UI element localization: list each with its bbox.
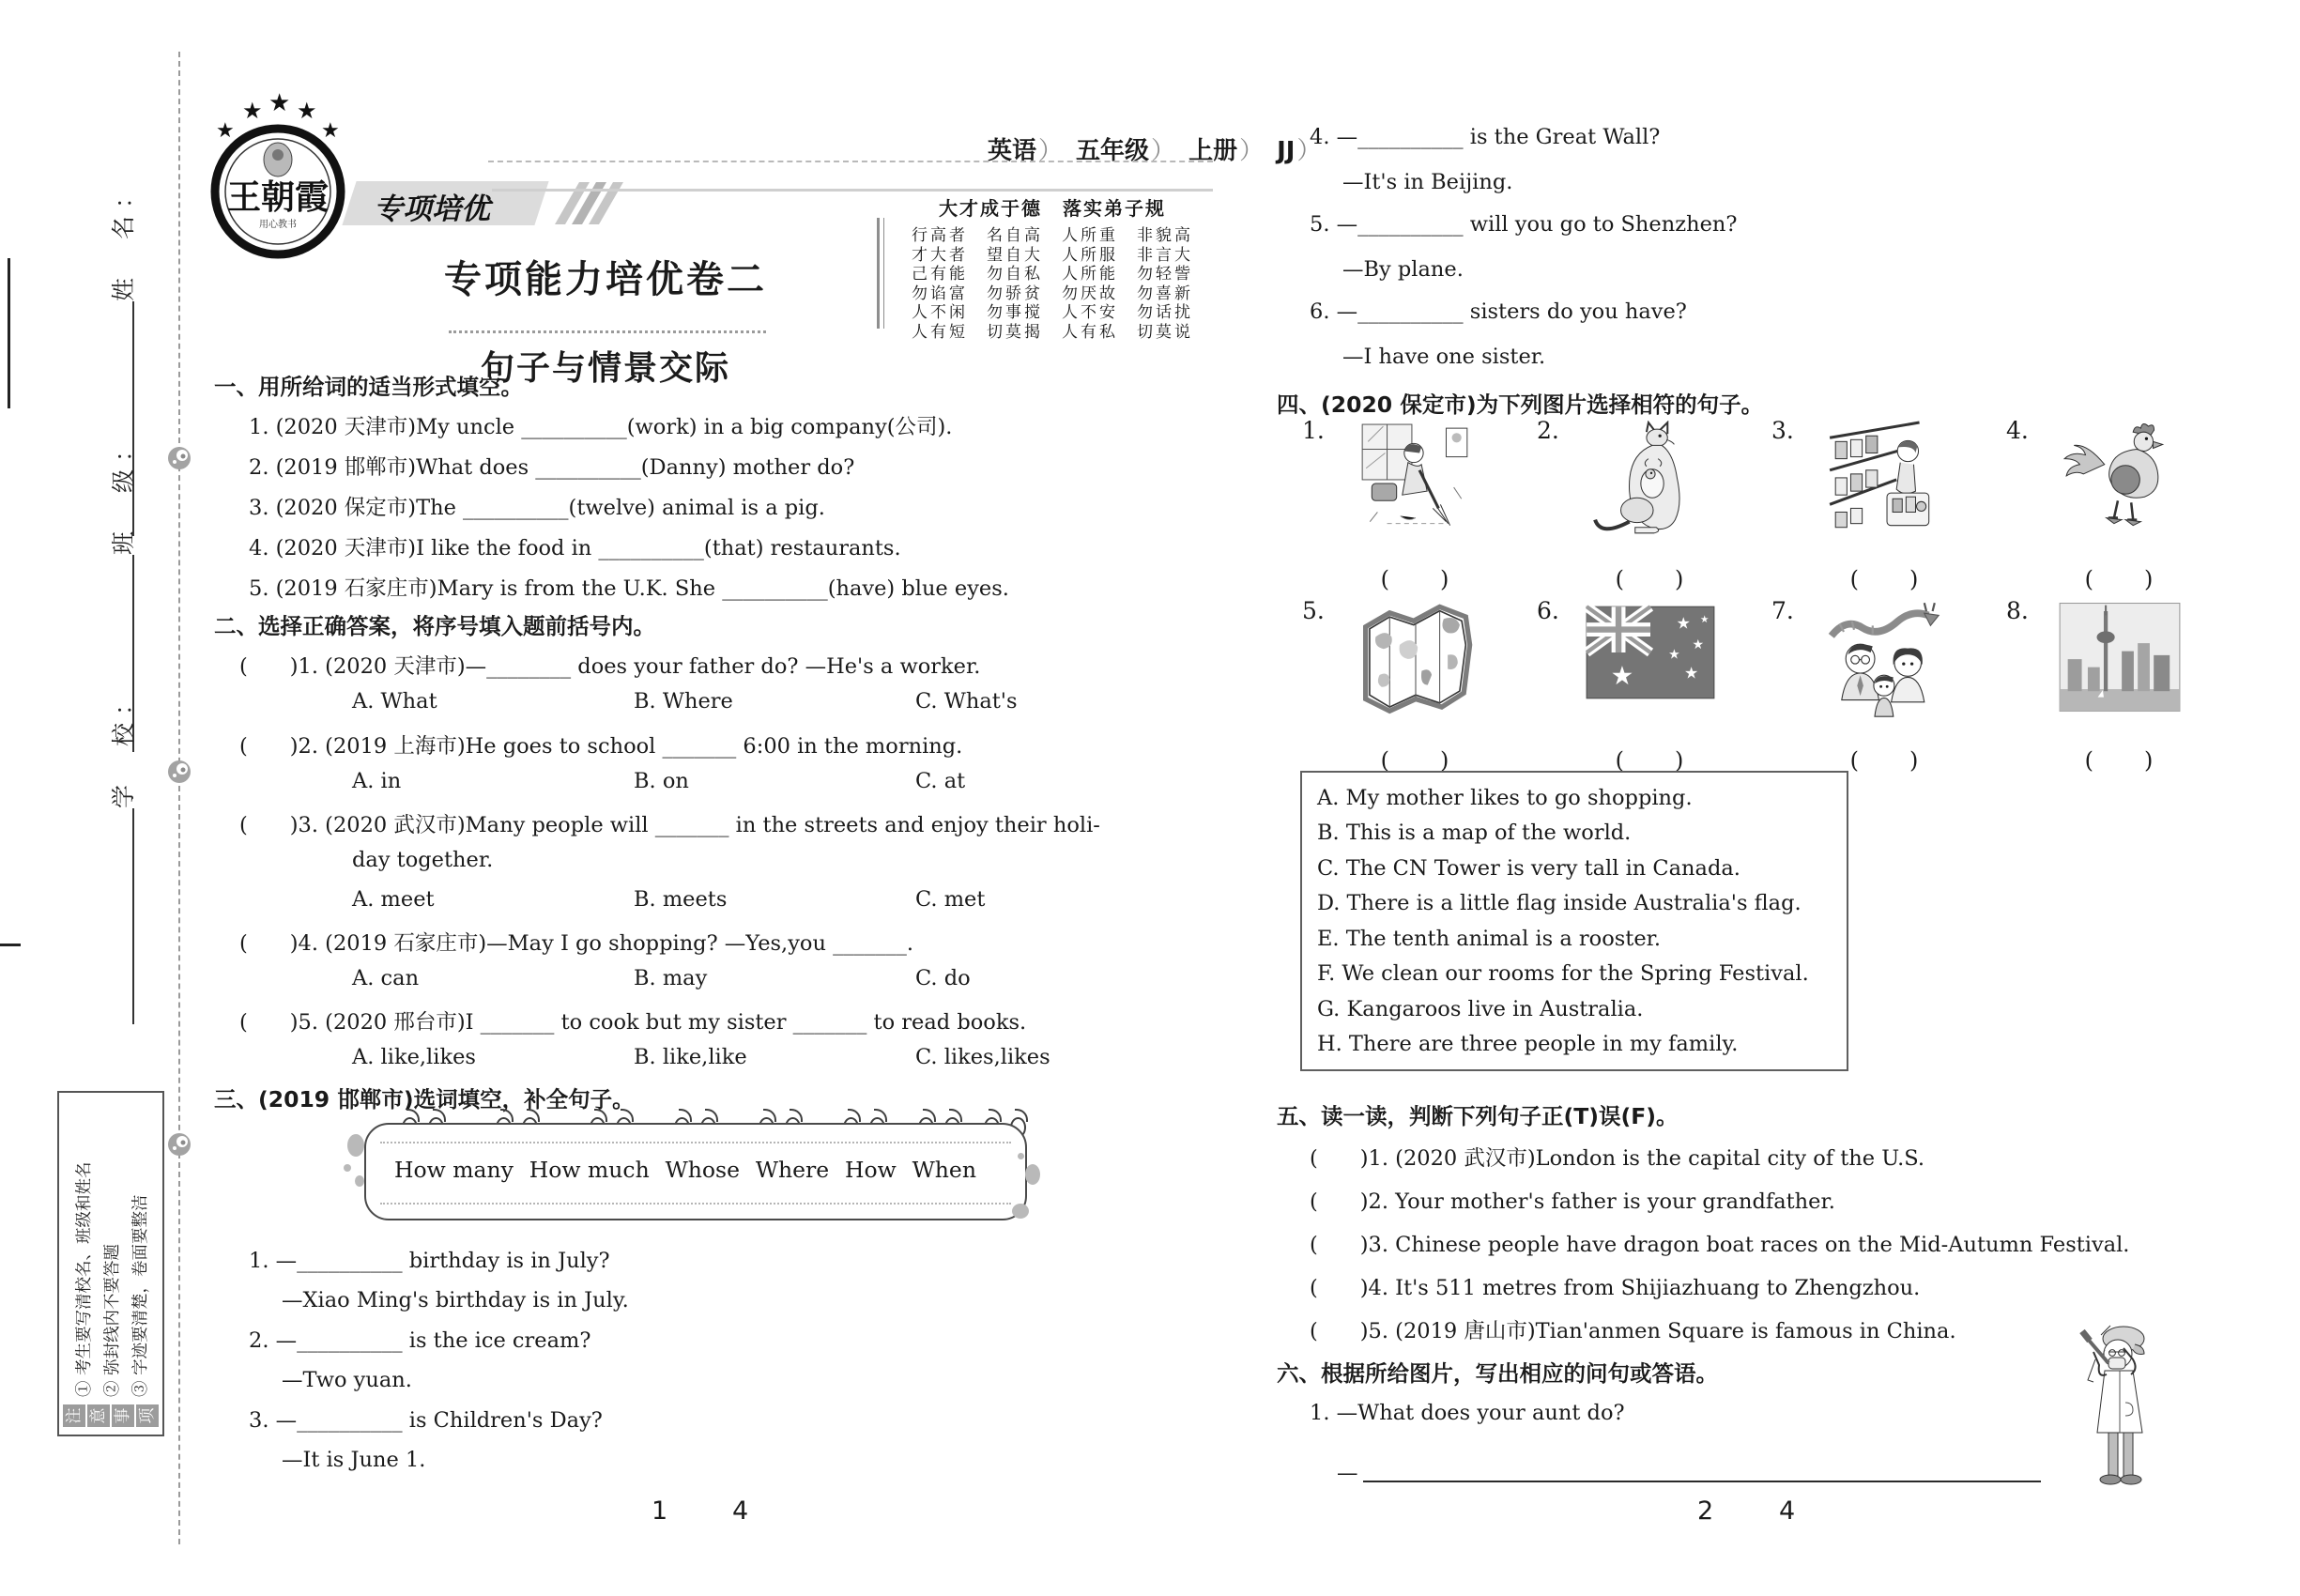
option-c: C. met bbox=[915, 887, 986, 912]
picture-kangaroo-with-joey bbox=[1590, 421, 1710, 545]
header-gray-rule bbox=[492, 189, 1213, 192]
motto-border bbox=[877, 218, 880, 329]
answer-paren-row-1 bbox=[1298, 560, 2237, 593]
picture-number: 3. bbox=[1771, 417, 1794, 444]
s5-item: ( )1. (2020 武汉市)London is the capital city of the U.S. bbox=[1310, 1146, 1925, 1171]
picture-world-map bbox=[1356, 601, 1476, 721]
motto-row: 行高者 名自高 人所重 非貌高 bbox=[912, 226, 1193, 245]
motto-row: 才大者 望自大 人所服 非言大 bbox=[912, 245, 1193, 265]
chip-paren: ） bbox=[1239, 137, 1265, 165]
title-dotted-rule bbox=[449, 330, 766, 333]
option-b: B. on bbox=[634, 769, 689, 793]
s3-answer: —By plane. bbox=[1342, 257, 1464, 282]
paw-decoration bbox=[347, 1134, 364, 1157]
star-icon: ★ bbox=[242, 100, 263, 124]
section3-heading: 三、(2019 邯郸市)选词填空，补全句子。 bbox=[214, 1086, 635, 1113]
notice-item-2: ② 弥封线内不要答题 bbox=[102, 1243, 122, 1397]
s1-item: 1. (2020 天津市)My uncle __________(work) in a big company(公司). bbox=[249, 415, 953, 439]
picture-family-of-three-with-dragon bbox=[1823, 601, 1947, 725]
sentence-options-box bbox=[1300, 771, 1848, 1071]
chip-volume: 上册） bbox=[1188, 137, 1265, 165]
sentence-option: B. This is a map of the world. bbox=[1317, 821, 1632, 846]
sentence-option: E. The tenth animal is a rooster. bbox=[1317, 926, 1662, 951]
chip-edition: JJ） bbox=[1277, 137, 1322, 165]
s6-answer-dash: — bbox=[1337, 1461, 1358, 1485]
answer-paren: ( ) bbox=[1849, 566, 1921, 592]
s3-answer: —Xiao Ming's birthday is in July. bbox=[282, 1288, 629, 1312]
chip-subject: 英语） bbox=[988, 137, 1064, 165]
s6-question: 1. —What does your aunt do? bbox=[1310, 1401, 1625, 1425]
option-c: C. at bbox=[915, 769, 966, 793]
star-icon: ★ bbox=[1700, 615, 1710, 626]
s2-options bbox=[352, 1045, 1206, 1069]
s5-item: ( )4. It's 511 metres from Shijiazhuang to Zhengzhou. bbox=[1310, 1276, 1921, 1300]
option-c: C. likes,likes bbox=[915, 1045, 1050, 1069]
s2-options bbox=[352, 966, 1206, 990]
paper-title: 专项能力培优卷二 bbox=[444, 258, 767, 301]
s3-question: 6. —__________ sisters do you have? bbox=[1310, 299, 1687, 324]
s3-answer: —Two yuan. bbox=[282, 1368, 412, 1392]
sentence-option: C. The CN Tower is very tall in Canada. bbox=[1317, 855, 1740, 881]
motto-box bbox=[890, 193, 1215, 342]
section4-heading: 四、(2020 保定市)为下列图片选择相符的句子。 bbox=[1277, 391, 1764, 418]
answer-paren: ( ) bbox=[2084, 566, 2155, 592]
ribbon-label: 专项培优 bbox=[374, 192, 490, 226]
s2-options bbox=[352, 769, 1206, 793]
motto-row: 己有能 勿自私 人所能 勿轻訾 bbox=[912, 265, 1193, 284]
chip-paren: ） bbox=[1296, 137, 1322, 165]
picture-row-1 bbox=[1298, 417, 2237, 545]
answer-paren: ( ) bbox=[1615, 747, 1686, 774]
page-number-right: 2 bbox=[1697, 1496, 1714, 1526]
s5-item: ( )3. Chinese people have dragon boat races on the Mid-Autumn Festival. bbox=[1310, 1233, 2130, 1257]
option-c: C. do bbox=[915, 966, 971, 990]
bank-guide-line bbox=[380, 1203, 1011, 1205]
notice-item-1: ① 考生要写清校名、班级和姓名 bbox=[74, 1161, 94, 1397]
flower-emblem-icon bbox=[166, 759, 192, 785]
page-number-left: 1 bbox=[652, 1496, 668, 1526]
star-icon: ★ bbox=[1692, 637, 1704, 652]
star-icon: ★ bbox=[1668, 647, 1680, 662]
paper-subtitle: 句子与情景交际 bbox=[480, 349, 730, 388]
bank-word: Whose bbox=[665, 1157, 740, 1183]
section1-heading: 一、用所给词的适当形式填空。 bbox=[214, 374, 523, 400]
picture-woman-cleaning-room bbox=[1356, 421, 1476, 545]
star-icon: ★ bbox=[268, 92, 291, 116]
s2-question: ( )3. (2020 武汉市)Many people will _______ in the streets and enjoy their holi- bbox=[239, 813, 1100, 837]
s2-options bbox=[352, 689, 1206, 714]
name-label: 姓 名： bbox=[110, 176, 137, 301]
bank-word: How much bbox=[529, 1157, 650, 1183]
flower-emblem-icon bbox=[166, 1131, 192, 1158]
picture-cell bbox=[1298, 597, 1533, 725]
bank-guide-line bbox=[380, 1142, 1011, 1143]
picture-row-2 bbox=[1298, 597, 2237, 725]
option-c: C. What's bbox=[915, 689, 1018, 714]
paw-decoration bbox=[344, 1164, 351, 1172]
picture-australia-flag bbox=[1585, 601, 1716, 704]
notice-title-char: 意 bbox=[87, 1404, 110, 1427]
answer-paren: ( ) bbox=[2084, 747, 2155, 774]
flower-emblem-icon bbox=[166, 445, 192, 471]
paw-decoration bbox=[355, 1175, 364, 1187]
word-bank-words bbox=[394, 1157, 976, 1183]
picture-cell bbox=[2002, 597, 2237, 725]
header-dashed-rule bbox=[488, 161, 1213, 162]
picture-number: 1. bbox=[1302, 417, 1325, 444]
motto-border bbox=[883, 218, 884, 329]
s1-item: 4. (2020 天津市)I like the food in __________(that) restaurants. bbox=[249, 536, 901, 560]
picture-number: 8. bbox=[2006, 597, 2029, 624]
edge-registration-mark-2 bbox=[0, 944, 21, 946]
s2-question-cont: day together. bbox=[352, 848, 494, 872]
s3-question: 5. —__________ will you go to Shenzhen? bbox=[1310, 212, 1738, 237]
fold-dashed-line bbox=[178, 52, 180, 1544]
picture-rooster bbox=[2060, 421, 2180, 545]
star-icon: ★ bbox=[1676, 614, 1691, 633]
s3-question: 3. —__________ is Children's Day? bbox=[249, 1408, 603, 1433]
s2-question: ( )4. (2019 石家庄市)—May I go shopping? —Yes,you _______. bbox=[239, 931, 914, 956]
option-a: A. meet bbox=[352, 887, 435, 912]
s5-item: ( )5. (2019 唐山市)Tian'anmen Square is famous in China. bbox=[1310, 1319, 1956, 1343]
brand-small-text: 用心教书 bbox=[259, 220, 297, 230]
picture-number: 6. bbox=[1537, 597, 1559, 624]
s3-question: 2. —__________ is the ice cream? bbox=[249, 1328, 591, 1353]
s3-question: 1. —__________ birthday is in July? bbox=[249, 1249, 610, 1273]
picture-cell bbox=[1298, 417, 1533, 545]
star-icon: ★ bbox=[216, 118, 235, 142]
option-a: A. What bbox=[352, 689, 437, 714]
answer-paren: ( ) bbox=[1849, 747, 1921, 774]
s6-answer-write-line bbox=[1363, 1481, 2041, 1482]
section5-heading: 五、读一读，判断下列句子正(T)误(F)。 bbox=[1277, 1103, 1679, 1129]
picture-cell bbox=[1533, 597, 1768, 725]
s3-answer: —I have one sister. bbox=[1342, 345, 1546, 369]
s5-item: ( )2. Your mother's father is your grandfather. bbox=[1310, 1189, 1835, 1214]
picture-cell bbox=[1533, 417, 1768, 545]
notice-items bbox=[71, 1161, 151, 1397]
page-number-left-total: 4 bbox=[732, 1496, 749, 1526]
page-number-right-total: 4 bbox=[1779, 1496, 1796, 1526]
bank-word: When bbox=[912, 1157, 976, 1183]
bank-word: How bbox=[845, 1157, 897, 1183]
notice-title-char: 注 bbox=[63, 1404, 85, 1427]
picture-number: 4. bbox=[2006, 417, 2029, 444]
s2-question: ( )1. (2020 天津市)—________ does your father do? —He's a worker. bbox=[239, 654, 981, 679]
s3-question: 4. —__________ is the Great Wall? bbox=[1310, 125, 1661, 149]
s2-question: ( )2. (2019 上海市)He goes to school _______ 6:00 in the morning. bbox=[239, 734, 963, 759]
chip-paren: ） bbox=[1038, 137, 1064, 165]
option-b: B. Where bbox=[634, 689, 733, 714]
paw-decoration bbox=[1025, 1164, 1040, 1185]
class-label: 班 级： bbox=[110, 430, 137, 555]
picture-woman-shopping-supermarket bbox=[1825, 421, 1945, 545]
motto-row: 人不闲 勿事搅 人不安 勿话扰 bbox=[912, 303, 1193, 322]
option-b: B. meets bbox=[634, 887, 728, 912]
star-icon: ★ bbox=[297, 100, 317, 124]
s3-answer: —It's in Beijing. bbox=[1342, 170, 1513, 194]
s1-item: 3. (2020 保定市)The __________(twelve) animal is a pig. bbox=[249, 496, 825, 520]
paw-decoration bbox=[1018, 1153, 1024, 1159]
bank-word: Where bbox=[755, 1157, 830, 1183]
school-write-line bbox=[110, 808, 134, 1024]
s3-answer: —It is June 1. bbox=[282, 1448, 426, 1472]
motto-row: 人有短 切莫揭 人有私 切莫说 bbox=[912, 322, 1193, 342]
bank-word: How many bbox=[394, 1157, 514, 1183]
section6-heading: 六、根据所给图片，写出相应的问句或答语。 bbox=[1277, 1360, 1718, 1387]
option-b: B. may bbox=[634, 966, 708, 990]
sentence-option: F. We clean our rooms for the Spring Festival. bbox=[1317, 961, 1809, 987]
answer-paren: ( ) bbox=[1615, 566, 1686, 592]
motto-row: 勿谄富 勿骄贫 勿厌故 勿喜新 bbox=[912, 284, 1193, 303]
s1-item: 5. (2019 石家庄市)Mary is from the U.K. She __________(have) blue eyes. bbox=[249, 576, 1009, 601]
chip-paren: ） bbox=[1151, 137, 1176, 165]
sentence-option: D. There is a little flag inside Australia's flag. bbox=[1317, 891, 1802, 916]
notice-item-3: ③ 字迹要清楚，卷面要整洁 bbox=[130, 1194, 150, 1397]
notice-title-char: 项 bbox=[136, 1404, 159, 1427]
brand-logo bbox=[207, 92, 349, 261]
picture-nurse bbox=[2077, 1322, 2170, 1502]
s1-item: 2. (2019 邯郸市)What does __________(Danny) mother do? bbox=[249, 455, 855, 480]
option-a: A. can bbox=[352, 966, 420, 990]
option-a: A. like,likes bbox=[352, 1045, 476, 1069]
star-icon: ★ bbox=[1610, 660, 1634, 690]
option-a: A. in bbox=[352, 769, 402, 793]
picture-cell bbox=[1768, 597, 2002, 725]
notice-title bbox=[63, 1404, 159, 1427]
sentence-option: A. My mother likes to go shopping. bbox=[1317, 786, 1693, 810]
picture-number: 5. bbox=[1302, 597, 1325, 624]
chip-grade: 五年级） bbox=[1076, 137, 1176, 165]
picture-cn-tower-skyline bbox=[2058, 601, 2182, 714]
option-b: B. like,like bbox=[634, 1045, 747, 1069]
star-icon: ★ bbox=[321, 118, 340, 142]
s2-options bbox=[352, 887, 1206, 912]
brand-name: 王朝霞 bbox=[226, 177, 330, 217]
picture-cell bbox=[1768, 417, 2002, 545]
sentence-option: H. There are three people in my family. bbox=[1317, 1031, 1739, 1056]
sentence-option: G. Kangaroos live in Australia. bbox=[1317, 996, 1644, 1021]
notice-title-char: 事 bbox=[112, 1404, 134, 1427]
section2-heading: 二、选择正确答案，将序号填入题前括号内。 bbox=[214, 613, 655, 639]
star-icon: ★ bbox=[1684, 664, 1699, 683]
s2-question: ( )5. (2020 邢台市)I _______ to cook but my sister _______ to read books. bbox=[239, 1010, 1027, 1035]
student-school-field bbox=[102, 630, 142, 1024]
notice-box-rotated bbox=[57, 1091, 164, 1436]
picture-number: 2. bbox=[1537, 417, 1559, 444]
motto-title: 大才成于德 落实弟子规 bbox=[939, 197, 1166, 220]
school-label: 学 校： bbox=[110, 683, 137, 808]
answer-paren-row-2 bbox=[1298, 742, 2237, 775]
answer-paren: ( ) bbox=[1380, 747, 1451, 774]
picture-cell bbox=[2002, 417, 2237, 545]
paw-decoration bbox=[1012, 1204, 1029, 1219]
answer-paren: ( ) bbox=[1380, 566, 1451, 592]
edge-registration-mark bbox=[8, 258, 10, 408]
picture-number: 7. bbox=[1771, 597, 1794, 624]
notice-box bbox=[57, 1091, 164, 1436]
